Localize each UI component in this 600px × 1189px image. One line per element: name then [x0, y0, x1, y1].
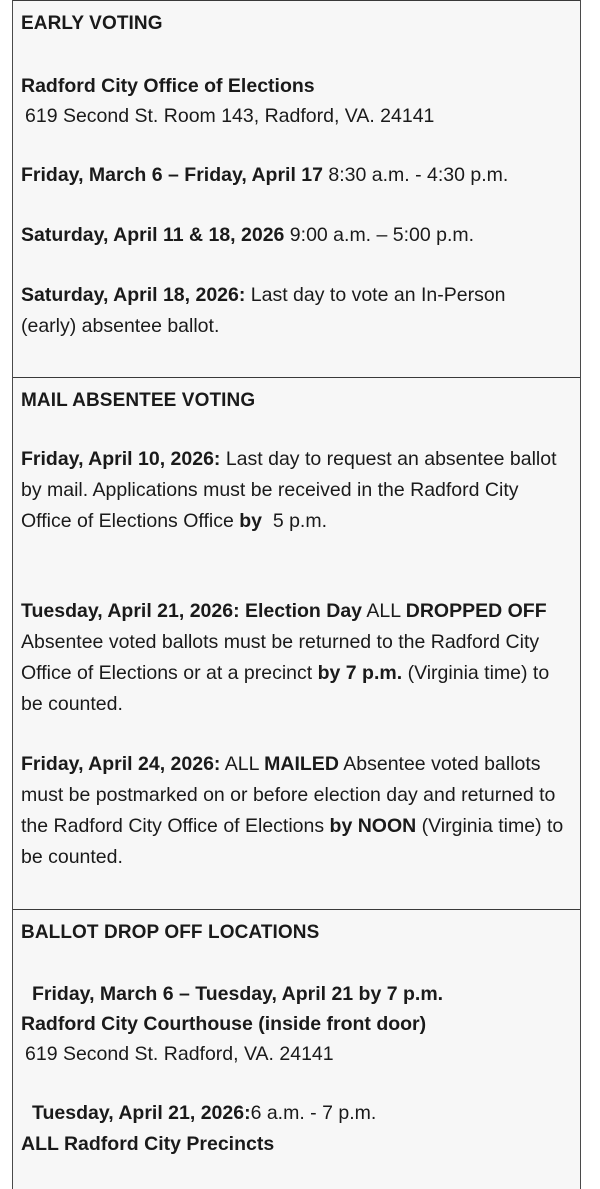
saturday-dates: Saturday, April 11 & 18, 2026: [21, 224, 285, 246]
mailed-text: Absentee voted ballots must be postmarked on or before election day and returned to the Radford City Office of Elections: [21, 753, 556, 837]
mail-absentee-heading: MAIL ABSENTEE VOTING: [21, 390, 256, 411]
mailed-date: Friday, April 24, 2026:: [21, 753, 221, 775]
mailed-by: by NOON: [329, 815, 417, 837]
election-by: by 7 p.m.: [317, 662, 403, 684]
drop-off-period-1: [32, 979, 443, 1010]
last-day-text: Last day to vote an In-Person (early) absentee ballot.: [21, 284, 506, 337]
mailed-all: ALL: [220, 753, 265, 775]
mail-absentee-section: [13, 377, 580, 909]
weekday-dates: Friday, March 6 – Friday, April 17: [21, 164, 323, 186]
office-name-text: Radford City Office of Elections: [21, 75, 315, 97]
saturday-voting-line: [21, 220, 581, 251]
drop-off-location-2: [21, 1129, 274, 1160]
drop-off-section: [13, 909, 580, 1189]
period-2-hours: 6 a.m. - 7 p.m.: [250, 1102, 377, 1124]
request-time: 5 p.m.: [261, 510, 328, 532]
weekday-hours: 8:30 a.m. - 4:30 p.m.: [323, 164, 509, 186]
drop-off-address-1: 619 Second St. Radford, VA. 24141: [25, 1043, 334, 1065]
election-day-label: Tuesday, April 21, 2026: Election Day: [21, 600, 363, 622]
drop-off-period-2: [32, 1098, 376, 1129]
early-voting-heading: EARLY VOTING: [21, 13, 163, 34]
request-text: Last day to request an absentee ballot by mail. Applications must be received in the Radford City Office of Elections Office: [21, 448, 557, 532]
office-name: [21, 71, 315, 102]
drop-off-heading: BALLOT DROP OFF LOCATIONS: [21, 922, 320, 943]
period-1-text: Friday, March 6 – Tuesday, April 21 by 7 p.m.: [32, 983, 444, 1005]
early-voting-section: [13, 0, 580, 377]
location-1-text: Radford City Courthouse (inside front door): [21, 1013, 427, 1035]
mailed-ballots-paragraph: [21, 749, 577, 873]
mailed-word: MAILED: [264, 753, 339, 775]
drop-off-location-1: [21, 1009, 426, 1040]
weekday-voting-line: [21, 160, 581, 191]
request-date: Friday, April 10, 2026:: [21, 448, 221, 470]
request-deadline-paragraph: [21, 444, 569, 537]
office-address: 619 Second St. Room 143, Radford, VA. 24141: [25, 105, 435, 127]
election-tail: (Virginia time) to be counted.: [21, 662, 550, 715]
election-text: Absentee voted ballots must be returned to the Radford City Office of Elections or at a precinct: [21, 631, 540, 684]
location-2-text: ALL Radford City Precincts: [21, 1133, 275, 1155]
last-day-date: Saturday, April 18, 2026:: [21, 284, 246, 306]
election-all: ALL: [362, 600, 406, 622]
election-info-table: [12, 0, 581, 1189]
saturday-hours: 9:00 a.m. – 5:00 p.m.: [284, 224, 475, 246]
dropped-off-word: DROPPED OFF: [405, 600, 547, 622]
election-day-paragraph: [21, 596, 573, 720]
period-2-date: Tuesday, April 21, 2026:: [32, 1102, 251, 1124]
last-day-line: [21, 280, 531, 342]
request-by: by: [239, 510, 262, 532]
mailed-tail: (Virginia time) to be counted.: [21, 815, 564, 868]
